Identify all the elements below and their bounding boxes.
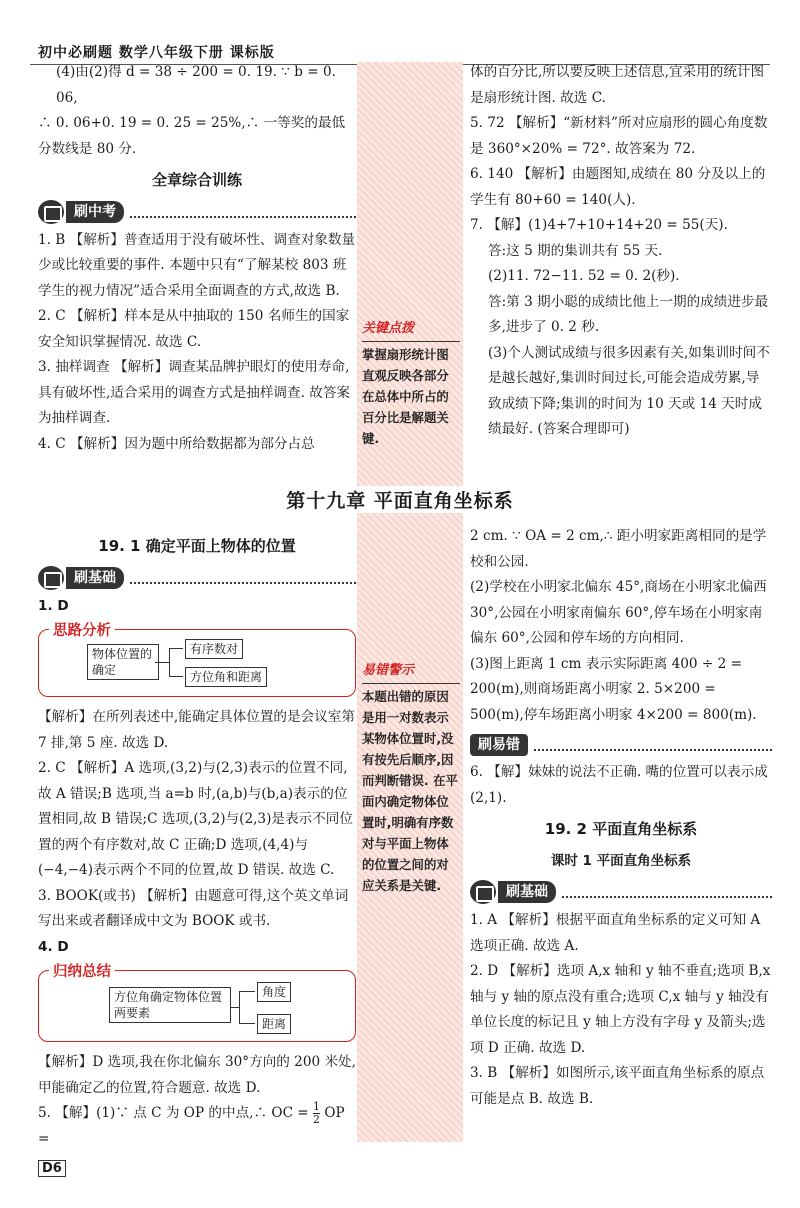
badge-basic-2-label: 刷基础 (498, 881, 556, 903)
book-icon (38, 200, 64, 224)
badge-basic-2 (470, 880, 772, 904)
right-column-top (470, 60, 772, 443)
question-7-part2: (2)11. 72−11. 52 = 0. 2(秒). (488, 268, 680, 284)
diagram-bracket (169, 648, 170, 676)
dotted-rule (130, 206, 356, 218)
diagram-node-left: 物体位置的确定 (87, 644, 159, 680)
left-column-top (38, 60, 356, 457)
question-1: 1. B 【解析】普查适用于没有破坏性、调查对象数量少或比较重要的事件. 本题中只有“了解某校 803 班学生的视力情况”适合采用全面调查的方式,故选 B. (38, 231, 356, 299)
dotted-rule (130, 572, 356, 584)
section-title-19-2: 19. 2 平面直角坐标系 (544, 820, 698, 838)
left-column-bottom (38, 528, 356, 1152)
badge-mistakes (470, 734, 772, 756)
chapter-title: 第十九章 平面直角坐标系 (0, 486, 800, 513)
text-line: ∴ 0. 06+0. 19 = 0. 25 = 25%,∴ 一等奖的最低 (38, 115, 346, 131)
book-icon (470, 880, 496, 904)
question-3: 3. B 【解析】如图所示,该平面直角坐标系的原点可能是点 B. 故选 B. (470, 1065, 765, 1107)
badge-basic (38, 566, 356, 590)
question-5: 5. 72 【解析】“新材料”所对应扇形的圆心角度数是 360°×20% = 72°. 故答案为 72. (470, 115, 768, 157)
question-1: 1. A 【解析】根据平面直角坐标系的定义可知 A 选项正确. 故选 A. (470, 912, 761, 954)
question-7-answer1: 答:这 5 期的集训共有 55 天. (488, 242, 663, 259)
diagram-connector (239, 991, 255, 992)
question-7-part3: (3)个人测试成绩与很多因素有关,如集训时间不是越长越好,集训时间过长,可能会造成劳累,导致成绩下降;集训的时间为 10 天或 14 天时成绩最好. (答案合理即可) (488, 344, 770, 437)
summary-box-label: 归纳总结 (49, 960, 115, 986)
book-icon (38, 566, 64, 590)
badge-exam-label: 刷中考 (66, 201, 124, 223)
dotted-rule (534, 739, 772, 751)
fraction-numerator: 1 (313, 1100, 321, 1113)
fraction-denominator: 2 (313, 1113, 321, 1126)
question-2: 2. C 【解析】样本是从中抽取的 150 名师生的国家安全知识掌握情况. 故选 C. (38, 308, 350, 350)
question-6: 6. 【解】妹妹的说法不正确. 嘴的位置可以表示成(2,1). (470, 764, 768, 806)
analysis-box (38, 623, 356, 697)
tip-key-points (362, 318, 460, 449)
badge-mistakes-label: 刷易错 (470, 734, 528, 756)
question-1: 1. D (38, 597, 69, 614)
question-4-explanation: 【解析】D 选项,我在你北偏东 30°方向的 200 米处,甲能确定乙的位置,符合题意. 故选 D. (38, 1054, 356, 1096)
question-5-suffix: OP = (38, 1105, 345, 1147)
diagram-connector (169, 676, 183, 677)
diagram-connector (239, 1023, 255, 1024)
question-5-prefix: 5. 【解】(1)∵ 点 C 为 OP 的中点,∴ OC = (38, 1105, 309, 1121)
text-line: (4)由(2)得 d = 38 ÷ 200 = 0. 19. ∵ b = 0. 06, (56, 64, 336, 106)
tip-common-mistakes (362, 660, 460, 896)
text-line: 2 cm. ∵ OA = 2 cm,∴ 距小明家距离相同的是学校和公园. (470, 528, 767, 570)
subsection-title: 课时 1 平面直角坐标系 (550, 852, 692, 869)
question-1-explanation: 【解析】在所列表述中,能确定具体位置的是会议室第 7 排,第 5 座. 故选 D. (38, 709, 355, 751)
question-7-part1: 7. 【解】(1)4+7+10+14+20 = 55(天). (470, 217, 728, 233)
diagram-node-angle-distance: 方位角和距离 (185, 667, 267, 687)
question-3: 3. 抽样调查 【解析】调查某品牌护眼灯的使用寿命,具有破坏性,适合采用的调查方式是抽样调查. 故答案为抽样调查. (38, 359, 351, 426)
question-7-answer2: 答:第 3 期小聪的成绩比他上一期的成绩进步最多,进步了 0. 2 秒. (488, 293, 769, 335)
diagram-connector (231, 1007, 239, 1008)
diagram-node-angle: 角度 (257, 982, 291, 1002)
question-5 (38, 1101, 356, 1152)
page-number: D6 (38, 1160, 66, 1177)
summary-box (38, 964, 356, 1042)
text-line: 分数线是 80 分. (38, 140, 137, 157)
question-4: 4. D (38, 938, 69, 955)
badge-basic-label: 刷基础 (66, 567, 124, 589)
fraction (313, 1101, 320, 1126)
margin-notes-strip (357, 62, 463, 1142)
section-title: 全章综合训练 (151, 171, 242, 189)
diagram-node-left: 方位角确定物体位置两要素 (109, 987, 231, 1023)
analysis-diagram (39, 630, 355, 696)
tip-key-points-title: 关键点拨 (362, 321, 415, 336)
analysis-box-label: 思路分析 (49, 619, 115, 645)
text-line: 体的百分比,所以要反映上述信息,宜采用的统计图是扇形统计图. 故选 C. (470, 64, 765, 106)
diagram-bracket (239, 991, 240, 1023)
question-6: 6. 140 【解析】由题图知,成绩在 80 分及以上的学生有 80+60 = 140(人). (470, 166, 766, 208)
diagram-connector (169, 648, 183, 649)
tip-key-points-body: 掌握扇形统计图直观反映各部分在总体中所占的百分比是解题关键. (362, 341, 460, 449)
right-column-bottom (470, 524, 772, 1112)
tip-common-mistakes-body: 本题出错的原因是用一对数表示某物体位置时,没有按先后顺序,因而判断错误. 在平面内确定物体位置时,明确有序数对与平面上物体的位置之间的对应关系是关键. (362, 683, 460, 896)
tip-common-mistakes-title: 易错警示 (362, 663, 415, 678)
dotted-rule (562, 886, 772, 898)
diagram-node-ordered-pair: 有序数对 (185, 639, 243, 659)
diagram-connector (155, 662, 169, 663)
section-title-19-1: 19. 1 确定平面上物体的位置 (98, 537, 296, 555)
page-header-title: 初中必刷题 数学八年级下册 课标版 (38, 45, 275, 61)
question-4: 4. C 【解析】因为题中所给数据都为部分占总 (38, 435, 315, 452)
diagram-node-distance: 距离 (257, 1014, 291, 1034)
badge-exam (38, 200, 356, 224)
question-3: 3. BOOK(或书) 【解析】由题意可得,这个英文单词写出来或者翻译成中文为 BOOK 或书. (38, 887, 349, 929)
text-line: (2)学校在小明家北偏东 45°,商场在小明家北偏西 30°,公园在小明家南偏东 60°,停车场在小明家南偏东 60°,公园和停车场的方向相同. (470, 579, 767, 646)
question-2: 2. C 【解析】A 选项,(3,2)与(2,3)表示的位置不同,故 A 错误;B 选项,当 a=b 时,(a,b)与(b,a)表示的位置相同,故 B 错误;C 选项,(3,2)与(2,3)是表示不同位置的两个有序数对,故 C 正确;D 选项,(4,4)与(−4,−4)表示两个不同的位置,故 D 错误. 故选 C. (38, 760, 353, 878)
text-line: (3)图上距离 1 cm 表示实际距离 400 ÷ 2 = 200(m),则商场距离小明家 2. 5×200 = 500(m),停车场距离小明家 4×200 = 800(m). (470, 655, 757, 723)
summary-diagram (39, 971, 355, 1041)
question-2: 2. D 【解析】选项 A,x 轴和 y 轴不垂直;选项 B,x 轴与 y 轴的原点没有重合;选项 C,x 轴与 y 轴没有单位长度的标记且 y 轴上方没有字母 y 及箭头;选项 D 正确. 故选 D. (470, 963, 771, 1056)
